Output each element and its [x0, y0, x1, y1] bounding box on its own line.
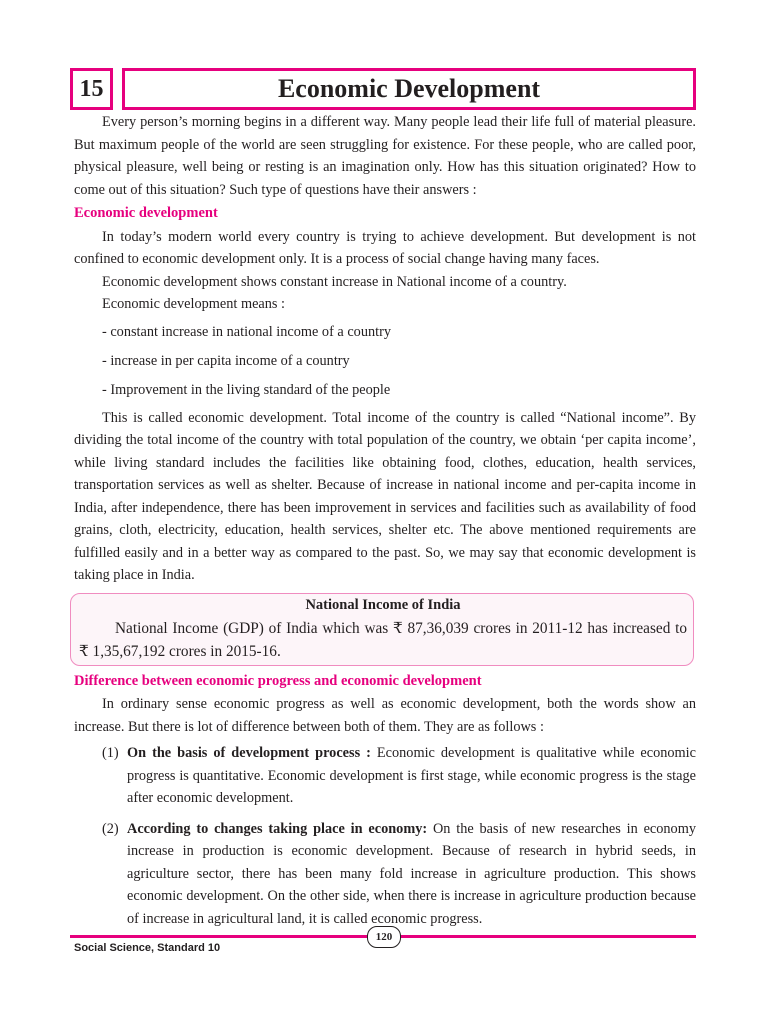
item-number: (2): [102, 820, 119, 837]
national-income-box: [70, 593, 694, 666]
item-text: Economic development is qualitative while economic progress is quantitative. Economic development is first stage, while economic progress is the stage after economic development.: [127, 745, 696, 806]
paragraph: This is called economic development. Total income of the country is called “National income”. By dividing the total income of the country with total population of the country, we obtain ‘per capita income’, while living standard includes the facilities like obtaining food, clothes, education, health services, transportation services as well as shelter. Because of increase in national income and per-capita income in India, after independence, there has been improvement in services and facilities such as availability of food grains, cloth, electricity, education, health services, shelter etc. The above mentioned requirements are fulfilled easily and in a better way as compared to the past. So, we may say that economic development is taking place in India.: [74, 409, 696, 583]
list-item: - increase in per capita income of a country: [102, 352, 350, 369]
chapter-number: 15: [70, 68, 113, 110]
paragraph: In today’s modern world every country is trying to achieve development. But development is not confined to economic development only. It is a process of social change having many faces.: [74, 228, 696, 267]
page-content: [74, 111, 696, 938]
item-text: On the basis of new researches in economy increase in production is economic development. Because of research in hybrid seeds, in agriculture sector, there has been many fold increase in agriculture production. This shows economic development. On the other side, when there is increase in agriculture production because of increase in agricultural land, it is called economic progress.: [127, 820, 696, 927]
paragraph: In ordinary sense economic progress as well as economic development, both the words show an increase. But there is lot of difference between both of them. They are as follows :: [74, 696, 696, 735]
page-number: 120: [367, 926, 401, 948]
info-box-text: National Income (GDP) of India which was ₹ 87,36,039 crores in 2011-12 has increased to ₹ 1,35,67,192 crores in 2015-16.: [79, 619, 687, 660]
section-heading-economic-development: Economic development: [74, 205, 218, 221]
list-item: [102, 742, 696, 810]
chapter-title: Economic Development: [122, 68, 696, 110]
list-item: - Improvement in the living standard of the people: [102, 381, 391, 398]
item-heading: On the basis of development process :: [127, 745, 371, 761]
intro-paragraph: Every person’s morning begins in a different way. Many people lead their life full of material pleasure. But maximum people of the world are seen struggling for existence. For these people, who are called poor, physical pleasure, well being or resting is an imagination only. How has this situation originated? How to come out of this situation? Such type of questions have their answers :: [74, 114, 696, 198]
chapter-header: [70, 68, 696, 114]
paragraph: Economic development means :: [102, 296, 286, 312]
info-box-title: National Income of India: [305, 596, 461, 613]
paragraph: Economic development shows constant increase in National income of a country.: [102, 273, 567, 290]
section-heading-difference: Difference between economic progress and economic development: [74, 672, 482, 689]
item-heading: According to changes taking place in economy:: [127, 820, 428, 837]
item-number: (1): [102, 745, 119, 761]
footer-book-title: Social Science, Standard 10: [74, 942, 221, 954]
list-item: [102, 818, 696, 931]
list-item: - constant increase in national income of a country: [102, 323, 392, 340]
